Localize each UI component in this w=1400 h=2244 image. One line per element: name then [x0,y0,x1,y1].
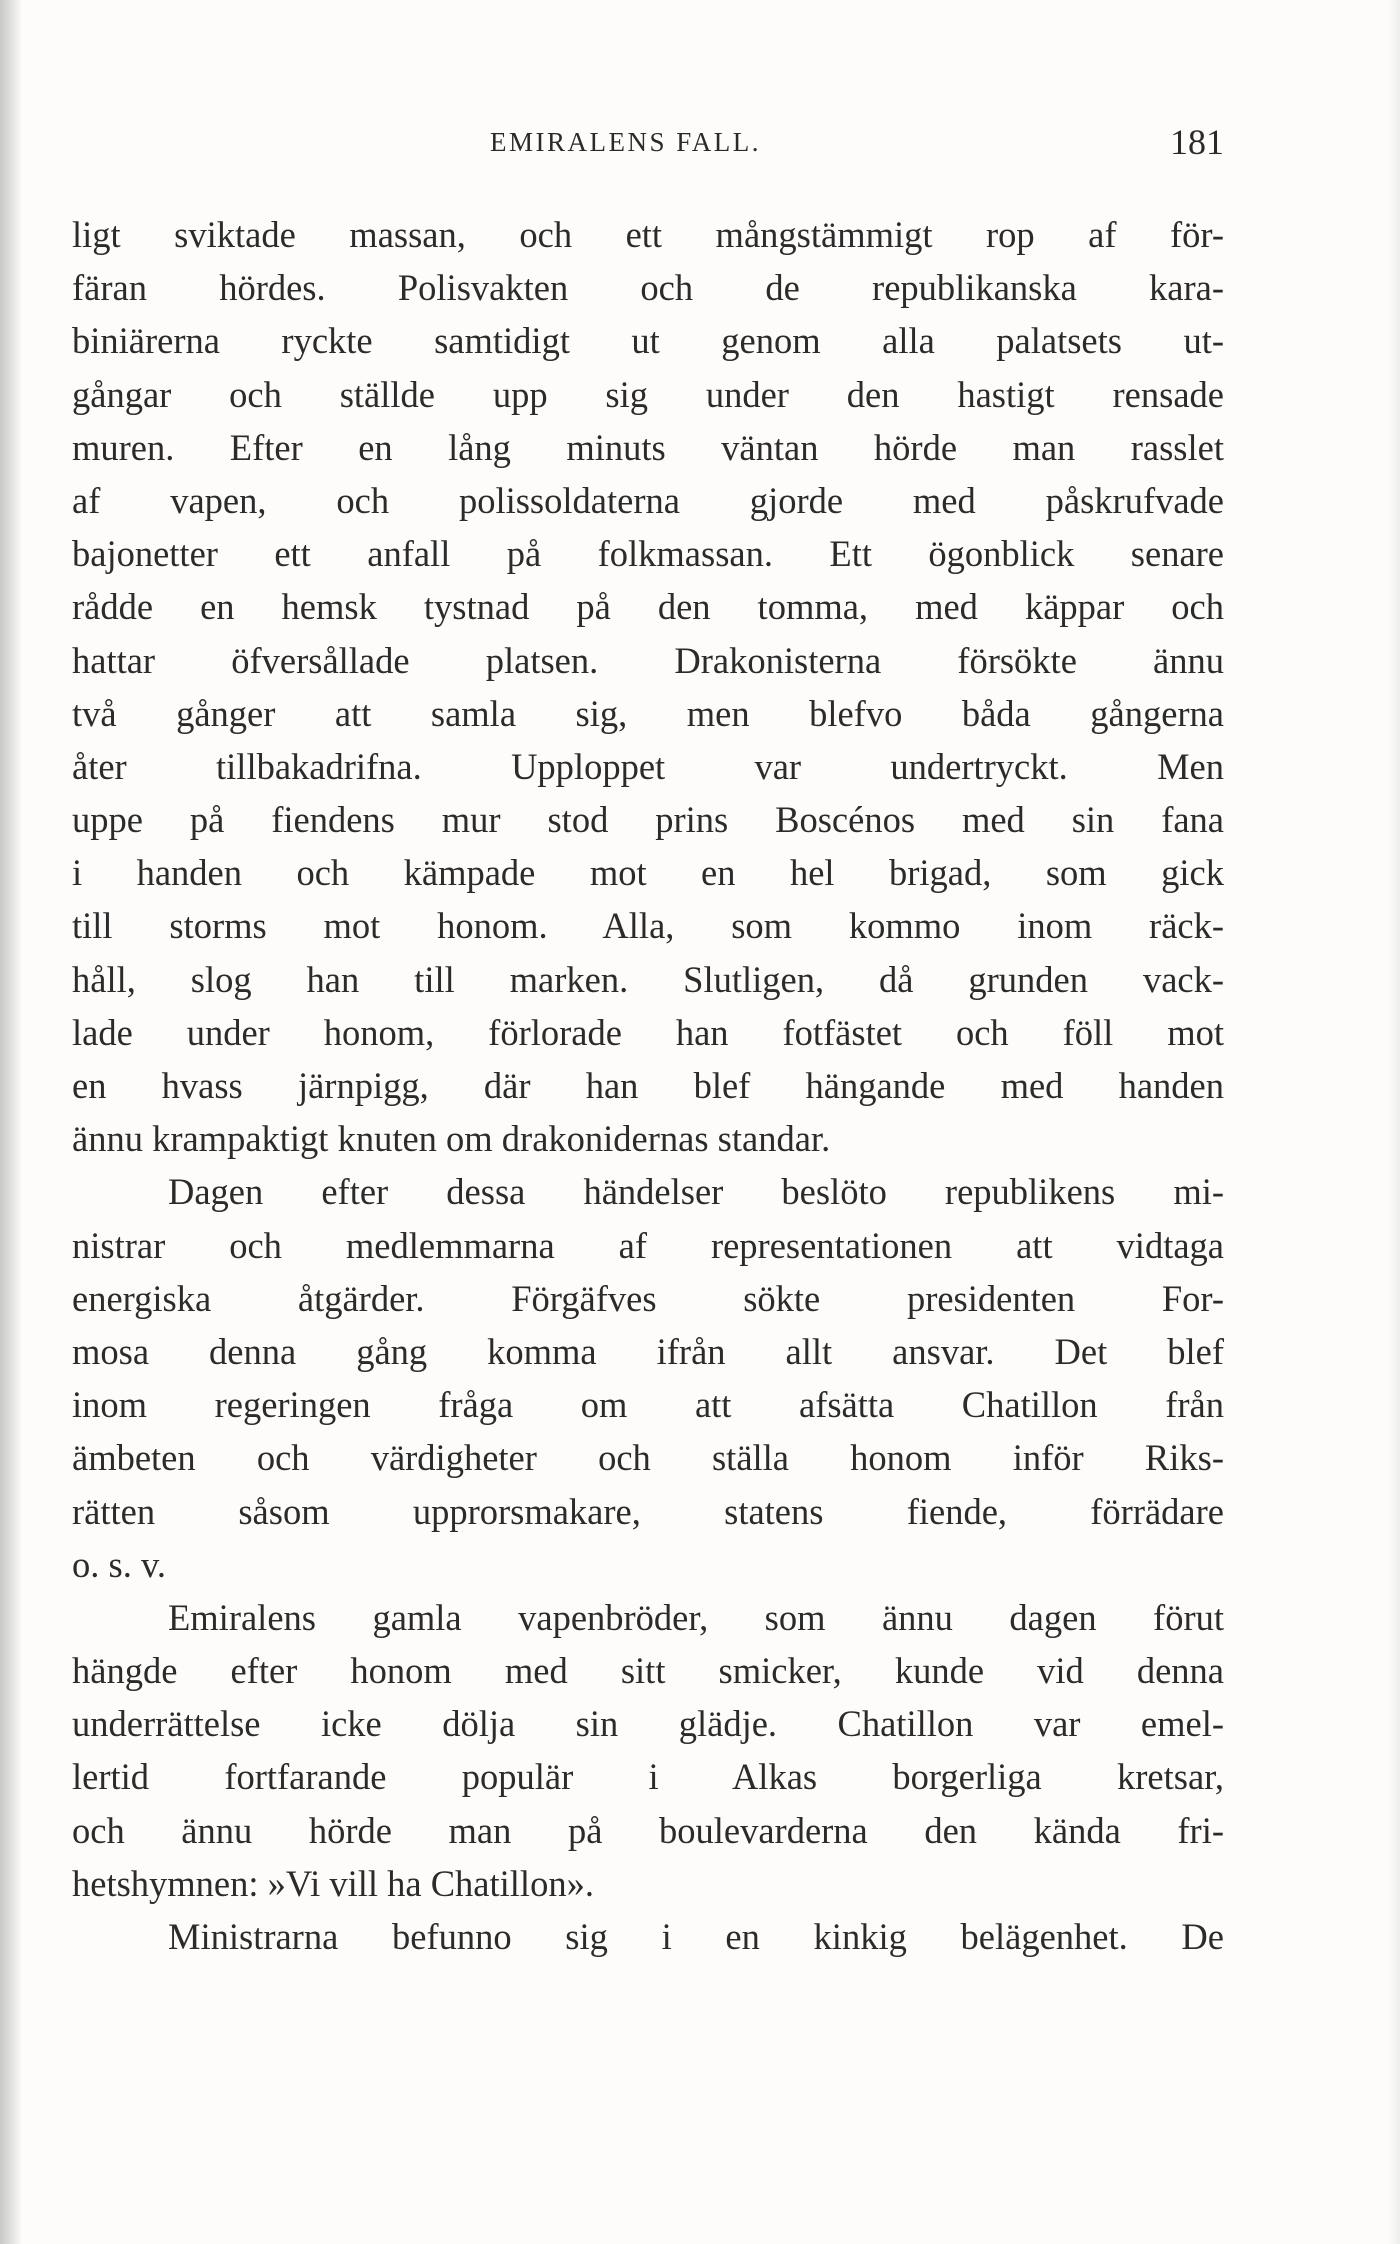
text-line: gångar och ställde upp sig under den hastigt rensade [72,373,1224,415]
text-line: en hvass järnpigg, där han blef hängande med handen [72,1065,1224,1106]
paragraph [72,1910,1224,1963]
text-line: hängde efter honom med sitt smicker, kunde vid denna [72,1650,1224,1692]
text-line: ännu krampaktigt knuten om drakonidernas standar. [72,1118,831,1160]
text-line: af vapen, och polissoldaterna gjorde med påskrufvade [72,479,1224,521]
text-line: lade under honom, förlorade han fotfästet och föll mot [72,1011,1224,1053]
text-line: energiska åtgärder. Förgäfves sökte presidenten For- [72,1277,1224,1319]
page-number: 181 [1170,122,1224,162]
text-line: åter tillbakadrifna. Upploppet var undertryckt. Men [72,745,1224,787]
text-line: färan hördes. Polisvakten och de republikanska kara- [72,267,1224,309]
text-line: hetshymnen: »Vi vill ha Chatillon». [72,1862,594,1904]
text-line: lertid fortfarande populär i Alkas borgerliga kretsar, [72,1756,1224,1798]
text-line: o. s. v. [72,1543,166,1585]
text-line: två gånger att samla sig, men blefvo båda gångerna [72,692,1224,734]
text-line: och ännu hörde man på boulevarderna den kända fri- [72,1809,1224,1851]
running-head [72,121,1224,169]
text-line: Emiralens gamla vapenbröder, som ännu dagen förut [168,1596,1224,1638]
running-title: EMIRALENS FALL. [490,127,761,157]
text-line: ämbeten och värdigheter och ställa honom inför Riks- [72,1437,1224,1479]
text-line: till storms mot honom. Alla, som kommo inom räck- [72,905,1224,947]
text-line: uppe på fiendens mur stod prins Boscénos med sin fana [72,799,1224,841]
text-line: muren. Efter en lång minuts väntan hörde man rasslet [72,426,1224,468]
text-line: mosa denna gång komma ifrån allt ansvar. Det blef [72,1330,1224,1372]
text-line: ligt sviktade massan, och ett mångstämmigt rop af för- [72,214,1224,255]
text-line: håll, slog han till marken. Slutligen, då grunden vack- [72,958,1224,1000]
text-line: rådde en hemsk tystnad på den tomma, med käppar och [72,586,1224,628]
body-text [72,208,1224,1963]
text-line: hattar öfversållade platsen. Drakonisterna försökte ännu [72,639,1224,681]
text-line: i handen och kämpade mot en hel brigad, som gick [72,852,1224,894]
paragraph [72,1591,1224,1910]
text-line: bajonetter ett anfall på folkmassan. Ett ögonblick senare [72,533,1224,575]
binding-shadow [0,0,22,2244]
text-line: rätten såsom upprorsmakare, statens fiende, förrädare [72,1490,1224,1532]
text-line: nistrar och medlemmarna af representationen att vidtaga [72,1224,1224,1266]
paragraph [72,1165,1224,1591]
text-line: Dagen efter dessa händelser beslöto republikens mi- [168,1171,1224,1213]
paragraph [72,208,1224,1165]
text-line: biniärerna ryckte samtidigt ut genom alla palatsets ut- [72,320,1224,362]
page-edge-shadow [1388,0,1400,2244]
text-line: inom regeringen fråga om att afsätta Chatillon från [72,1384,1224,1426]
text-line: underrättelse icke dölja sin glädje. Chatillon var emel- [72,1703,1224,1745]
text-line: Ministrarna befunno sig i en kinkig belägenhet. De [168,1916,1224,1957]
